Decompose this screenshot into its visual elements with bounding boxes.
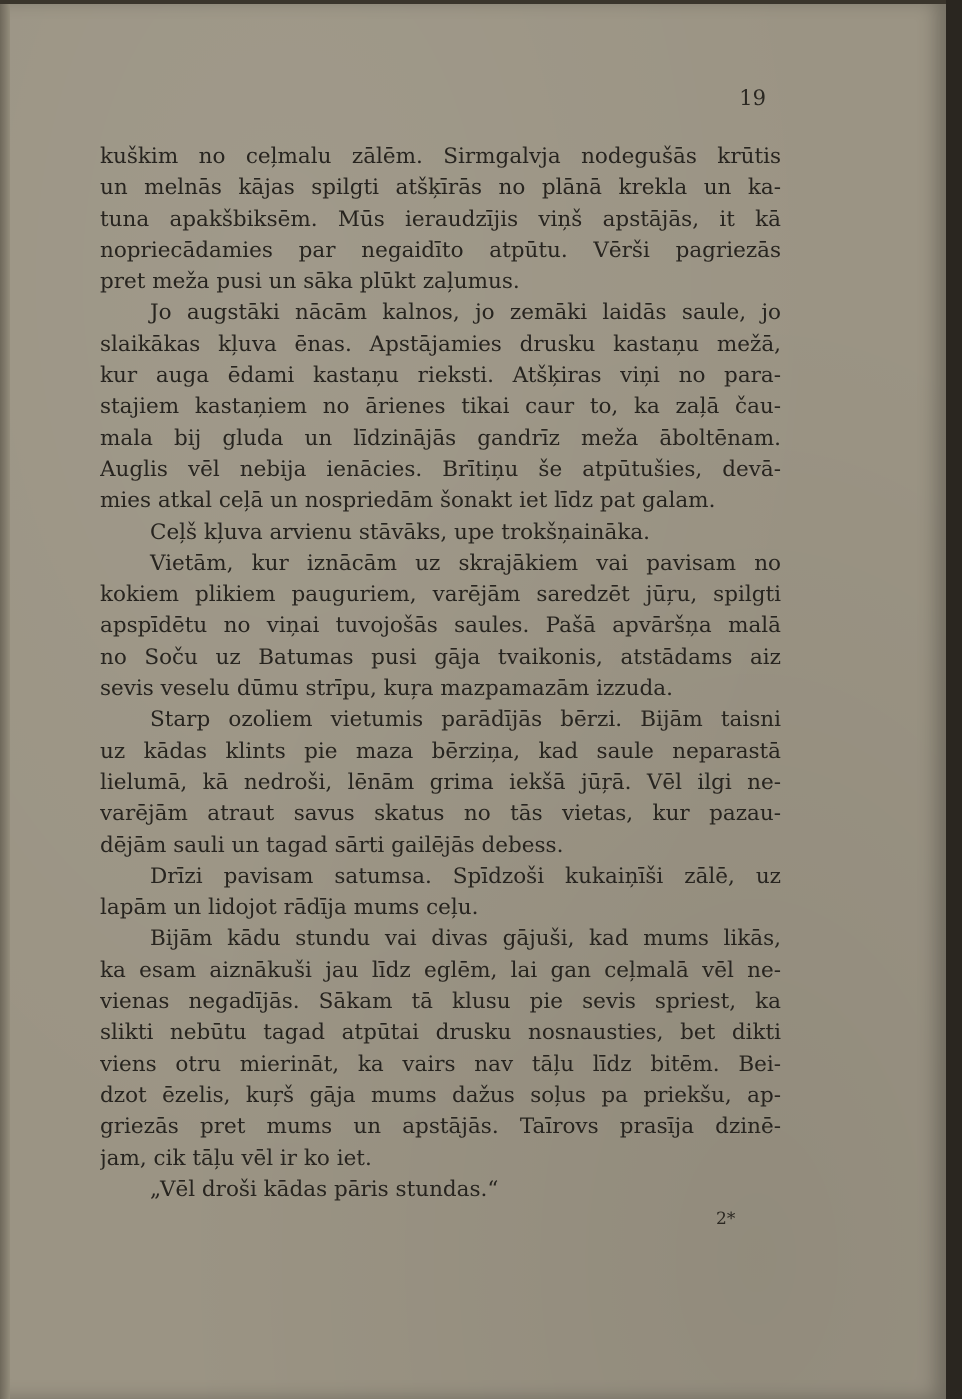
page-spine-shadow	[0, 0, 10, 1399]
page-number: 19	[739, 86, 766, 110]
text-line: tuna apakšbiksēm. Mūs ieraudzījis viņš apstājās, it kā	[100, 206, 781, 232]
paragraph-start-line: Ceļš kļuva arvienu stāvāks, upe trokšņaināka.	[150, 519, 651, 545]
paragraph-start-line: Drīzi pavisam satumsa. Spīdzoši kukaiņīši zālē, uz	[150, 863, 781, 889]
text-line: uz kādas klints pie maza bērziņa, kad saule neparastā	[100, 738, 781, 764]
text-line: stajiem kastaņiem no ārienes tikai caur to, ka zaļā čau-	[100, 394, 781, 420]
text-line: mies atkal ceļā un nospriedām šonakt iet līdz pat galam.	[100, 488, 716, 514]
text-line: kuškim no ceļmalu zālēm. Sirmgalvja nodegušās krūtis	[100, 144, 781, 169]
text-line: lielumā, kā nedroši, lēnām grima iekšā jūŗā. Vēl ilgi ne-	[100, 769, 781, 795]
text-line: dzot ēzelis, kuŗš gāja mums dažus soļus pa priekšu, ap-	[100, 1082, 781, 1108]
text-line: slaikākas kļuva ēnas. Apstājamies drusku kastaņu mežā,	[100, 331, 781, 357]
text-line: griezās pret mums un apstājās. Taīrovs prasīja dzinē-	[100, 1114, 781, 1140]
printer-signature-mark: 2*	[716, 1209, 736, 1229]
paragraph-start-line: Starp ozoliem vietumis parādījās bērzi. Bijām taisni	[150, 707, 781, 733]
text-line: nopriecādamies par negaidīto atpūtu. Vērši pagriezās	[100, 237, 781, 263]
text-line: varējām atraut savus skatus no tās vietas, kur pazau-	[100, 801, 781, 827]
text-line: Auglis vēl nebija ienācies. Brītiņu še atpūtušies, devā-	[100, 456, 781, 482]
text-line: mala bij gluda un līdzinājās gandrīz meža āboltēnam.	[100, 425, 781, 451]
text-line: pret meža pusi un sāka plūkt zaļumus.	[100, 269, 520, 295]
text-line: kur auga ēdami kastaņu rieksti. Atšķiras viņi no para-	[100, 363, 781, 389]
text-line: lapām un lidojot rādīja mums ceļu.	[100, 895, 479, 921]
text-line: un melnās kājas spilgti atšķīrās no plānā krekla un ka-	[100, 175, 781, 201]
text-line: dējām sauli un tagad sārti gailējās debess.	[100, 832, 564, 858]
paragraph-start-line: Vietām, kur iznācām uz skrajākiem vai pavisam no	[150, 550, 781, 576]
text-line: kokiem plikiem pauguriem, varējām saredzēt jūŗu, spilgti	[100, 582, 781, 608]
text-line: ka esam aiznākuši jau līdz eglēm, lai gan ceļmalā vēl ne-	[100, 957, 781, 983]
page-top-edge	[0, 0, 946, 4]
text-line: sevis veselu dūmu strīpu, kuŗa mazpamazām izzuda.	[100, 676, 673, 702]
text-line: viens otru mierināt, ka vairs nav tāļu līdz bitēm. Bei-	[100, 1051, 781, 1077]
text-line: jam, cik tāļu vēl ir ko iet.	[100, 1145, 372, 1171]
paragraph-start-line: „Vēl droši kādas pāris stundas.“	[150, 1176, 499, 1202]
paragraph-start-line: Bijām kādu stundu vai divas gājuši, kad mums likās,	[150, 926, 781, 952]
text-line: vienas negadījās. Sākam tā klusu pie sevis spriest, ka	[100, 989, 781, 1015]
text-line: no Soču uz Batumas pusi gāja tvaikonis, atstādams aiz	[100, 644, 781, 670]
paragraph-start-line: Jo augstāki nācām kalnos, jo zemāki laidās saule, jo	[150, 300, 781, 326]
text-line: apspīdētu no viņai tuvojošās saules. Pašā apvāršņa malā	[100, 613, 781, 639]
body-text	[100, 141, 781, 1205]
text-line: slikti nebūtu tagad atpūtai drusku nosnausties, bet dikti	[100, 1020, 781, 1046]
